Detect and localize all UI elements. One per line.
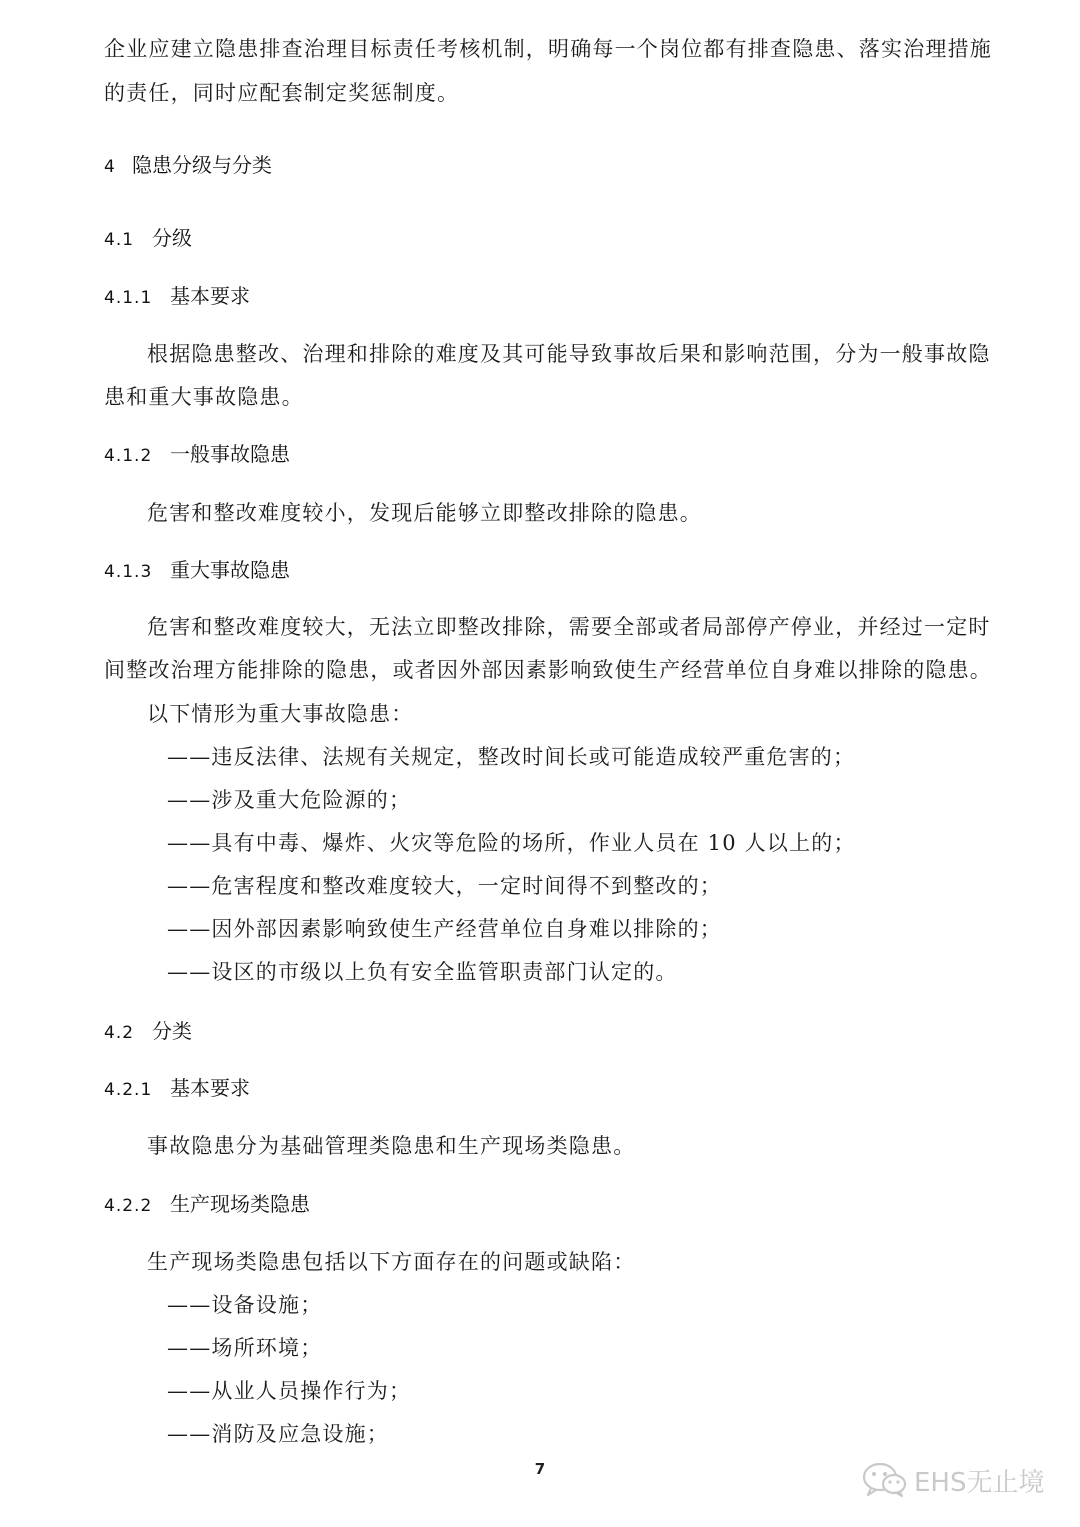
page-number: 7 [534,1460,546,1478]
section-number: 4.1.2 [104,446,153,466]
section-4-2-2-heading [104,1189,310,1221]
list-item: ——因外部因素影响致使生产经营单位自身难以排除的； [167,917,722,941]
list-item: ——危害程度和整改难度较大，一定时间得不到整改的； [167,874,722,898]
list-item: ——设备设施； [167,1293,323,1317]
section-4-2-heading [104,1016,192,1048]
section-4-1-3-list-intro: 以下情形为重大事故隐患： [147,702,414,726]
wechat-icon [862,1461,908,1499]
section-title: 分级 [152,226,192,250]
section-4-1-3-heading [104,555,290,587]
intro-paragraph-line-1: 企业应建立隐患排查治理目标责任考核机制，明确每一个岗位都有排查隐患、落实治理措施 [104,37,992,61]
list-item: ——违反法律、法规有关规定，整改时间长或可能造成较严重危害的； [167,745,856,769]
section-4-1-3-paragraph-line-1: 危害和整改难度较大，无法立即整改排除，需要全部或者局部停产停业，并经过一定时 [147,615,991,639]
section-number: 4.1.3 [104,562,153,582]
section-title: 分类 [152,1019,192,1043]
section-4-1-heading [104,223,192,255]
list-item: ——从业人员操作行为； [167,1379,412,1403]
section-4-1-1-paragraph-line-2: 患和重大事故隐患。 [104,385,304,409]
section-4-1-1-heading [104,281,250,313]
section-4-1-3-paragraph-line-2: 间整改治理方能排除的隐患，或者因外部因素影响致使生产经营单位自身难以排除的隐患。 [104,658,992,682]
list-item: ——消防及应急设施； [167,1422,389,1446]
list-item: ——场所环境； [167,1336,323,1360]
section-4-2-1-heading [104,1073,250,1105]
section-title: 生产现场类隐患 [170,1192,310,1216]
section-4-1-1-paragraph-line-1: 根据隐患整改、治理和排除的难度及其可能导致事故后果和影响范围，分为一般事故隐 [147,342,991,366]
section-number: 4.1.1 [104,288,153,308]
section-4-1-2-heading [104,439,290,471]
section-4-heading [104,150,272,182]
section-number: 4.2.1 [104,1080,153,1100]
section-4-1-2-paragraph: 危害和整改难度较小，发现后能够立即整改排除的隐患。 [147,501,702,525]
section-number: 4.1 [104,230,135,250]
section-number: 4.2.2 [104,1196,153,1216]
watermark-text: EHS无止境 [914,1467,1045,1498]
section-number: 4 [104,157,116,177]
intro-paragraph-line-2: 的责任，同时应配套制定奖惩制度。 [104,81,460,105]
list-item: ——涉及重大危险源的； [167,788,412,812]
section-title: 基本要求 [170,1076,250,1100]
list-item: ——具有中毒、爆炸、火灾等危险的场所，作业人员在 10 人以上的； [167,831,856,855]
section-4-2-1-paragraph: 事故隐患分为基础管理类隐患和生产现场类隐患。 [147,1134,636,1158]
section-title: 基本要求 [170,284,250,308]
list-item: ——设区的市级以上负有安全监管职责部门认定的。 [167,960,678,984]
section-title: 隐患分级与分类 [132,153,272,177]
watermark [862,1460,1044,1500]
section-4-2-2-list-intro: 生产现场类隐患包括以下方面存在的问题或缺陷： [147,1250,636,1274]
section-number: 4.2 [104,1023,135,1043]
section-title: 重大事故隐患 [170,558,290,582]
section-title: 一般事故隐患 [170,442,290,466]
